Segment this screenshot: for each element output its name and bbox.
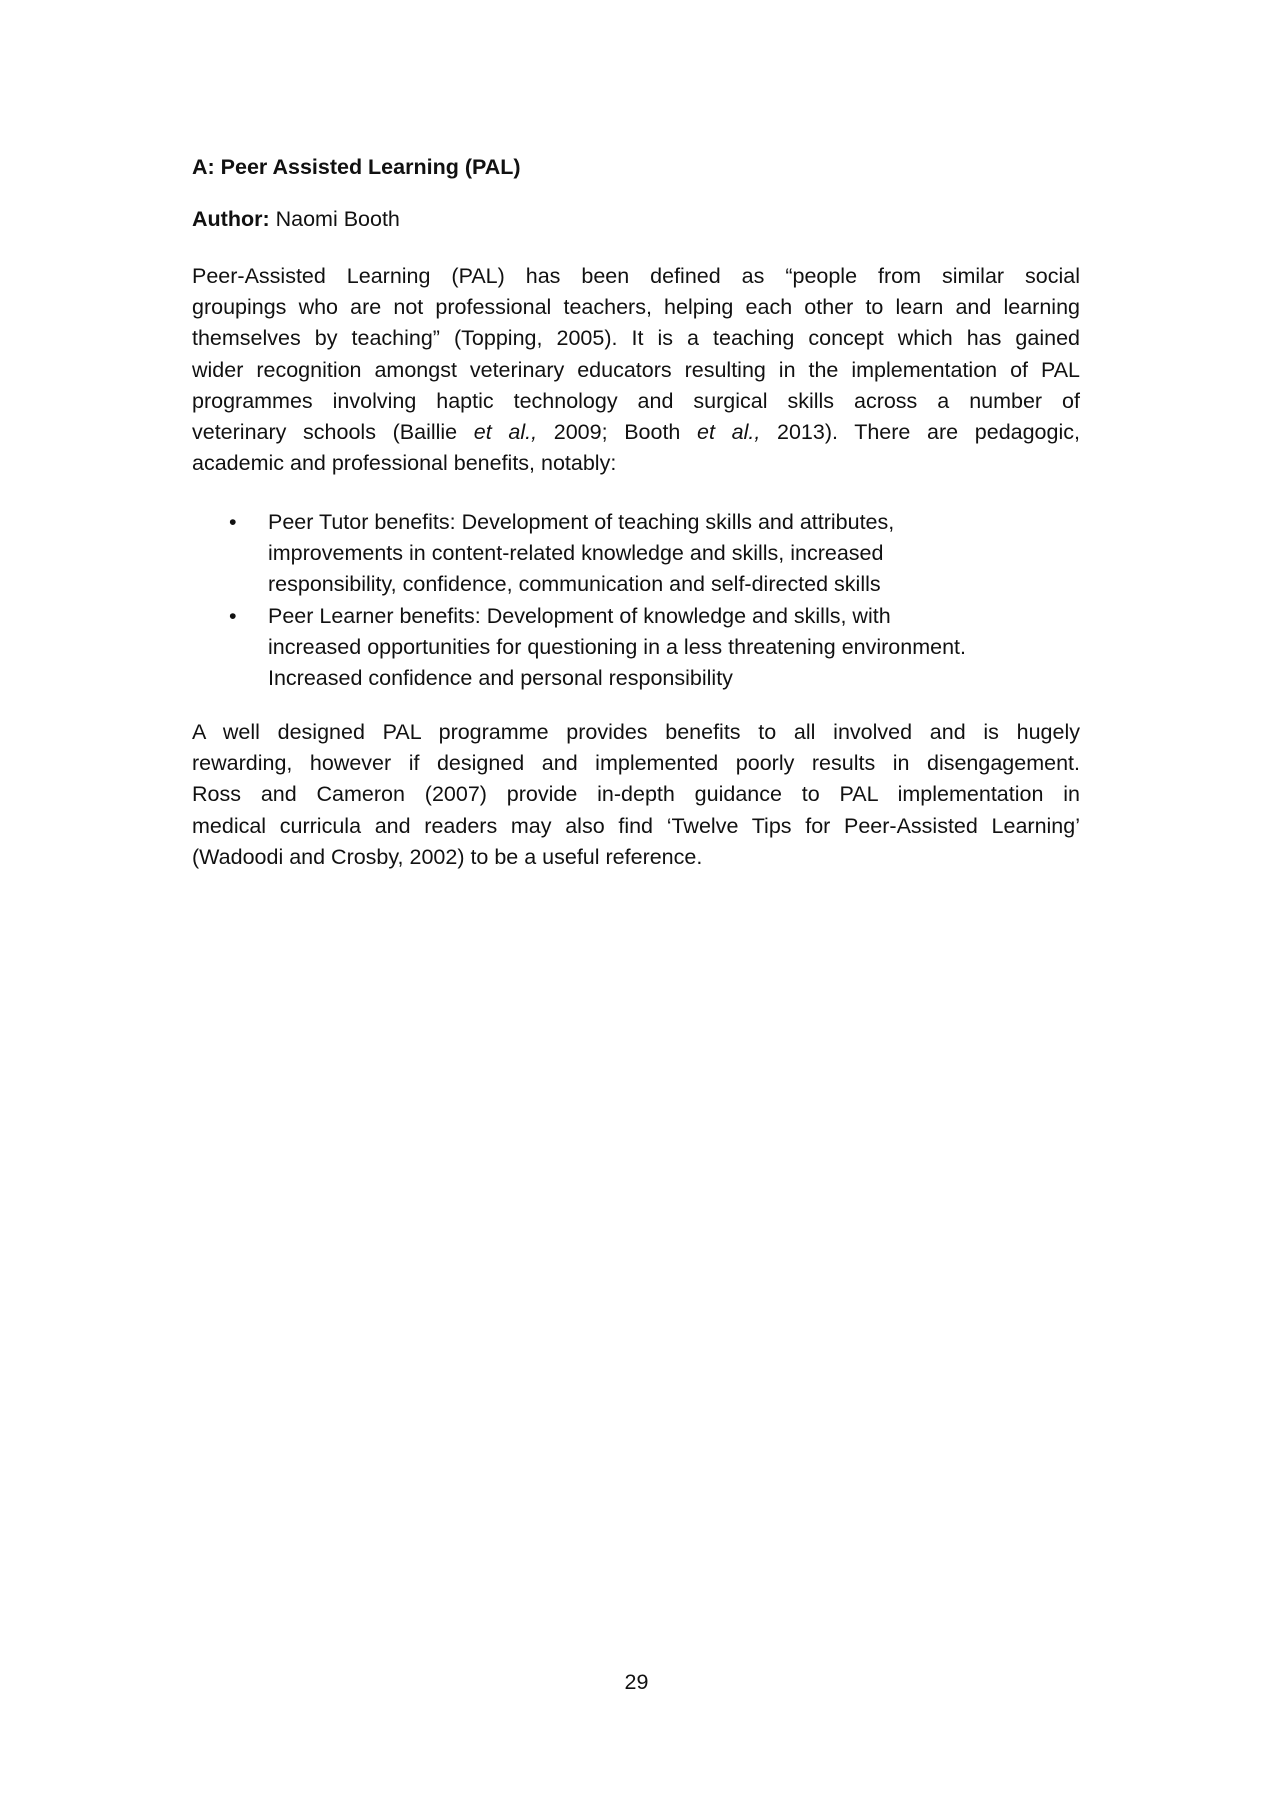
text-run: 2009; Booth [537,419,698,444]
text-run: wider recognition amongst veterinary educators resulting in the implementation of PAL [192,357,1080,382]
paragraph-line [192,417,1080,448]
bullet-icon: • [229,603,237,628]
text-run: rewarding, however if designed and implemented poorly results in disengagement. [192,751,1080,776]
bullet-icon: • [229,510,237,534]
list-item-line: Peer Tutor benefits: Development of teaching skills and attributes, [268,510,895,534]
text-run: Peer-Assisted Learning (PAL) has been defined as “people from similar social [192,264,1080,288]
paragraph-line [192,386,1080,417]
list-item-line: improvements in content-related knowledge and skills, increased [268,541,884,566]
list-item [192,507,1080,601]
paragraph-line [192,811,1080,842]
italic-text: et al., [473,419,538,444]
paragraph-line [192,261,1080,292]
paragraph-line [192,292,1080,323]
list-item-line: Peer Learner benefits: Development of knowledge and skills, with [268,603,891,628]
text-run: veterinary schools (Baillie [192,419,474,444]
paragraph-line [192,448,1080,479]
text-run: A well designed PAL programme provides benefits to all involved and is hugely [192,720,1080,744]
section-title: A: Peer Assisted Learning (PAL) [192,155,521,179]
author-name: Naomi Booth [269,207,400,231]
text-run: 2013). There are pedagogic, [760,419,1080,444]
text-run: groupings who are not professional teachers, helping each other to learn and learning [192,295,1080,320]
paragraph-line [192,323,1080,354]
page-number: 29 [624,1670,649,1694]
list-item-line: increased opportunities for questioning in a less threatening environment. [268,634,966,659]
paragraph-line [192,355,1080,386]
paragraph-line [192,842,1080,873]
text-run: academic and professional benefits, notably: [192,451,617,476]
text-run: themselves by teaching” (Topping, 2005). It is a teaching concept which has gained [192,326,1080,351]
text-run: Ross and Cameron (2007) provide in-depth guidance to PAL implementation in [192,782,1080,807]
text-run: medical curricula and readers may also find ‘Twelve Tips for Peer-Assisted Learning’ [192,813,1080,838]
italic-text: et al., [697,419,761,444]
author-label: Author: [192,207,270,231]
benefits-list [192,507,1080,694]
list-item [192,601,1080,695]
list-item-line: responsibility, confidence, communication and self-directed skills [268,572,881,597]
paragraph-intro [192,261,1080,479]
paragraph-line [192,779,1080,810]
paragraph-line [192,717,1080,748]
text-run: programmes involving haptic technology and surgical skills across a number of [192,388,1080,413]
text-run: (Wadoodi and Crosby, 2002) to be a useful reference. [192,844,703,869]
paragraph-conclusion [192,717,1080,873]
list-item-line: Increased confidence and personal responsibility [268,665,733,690]
author-line [192,204,1080,235]
paragraph-line [192,748,1080,779]
